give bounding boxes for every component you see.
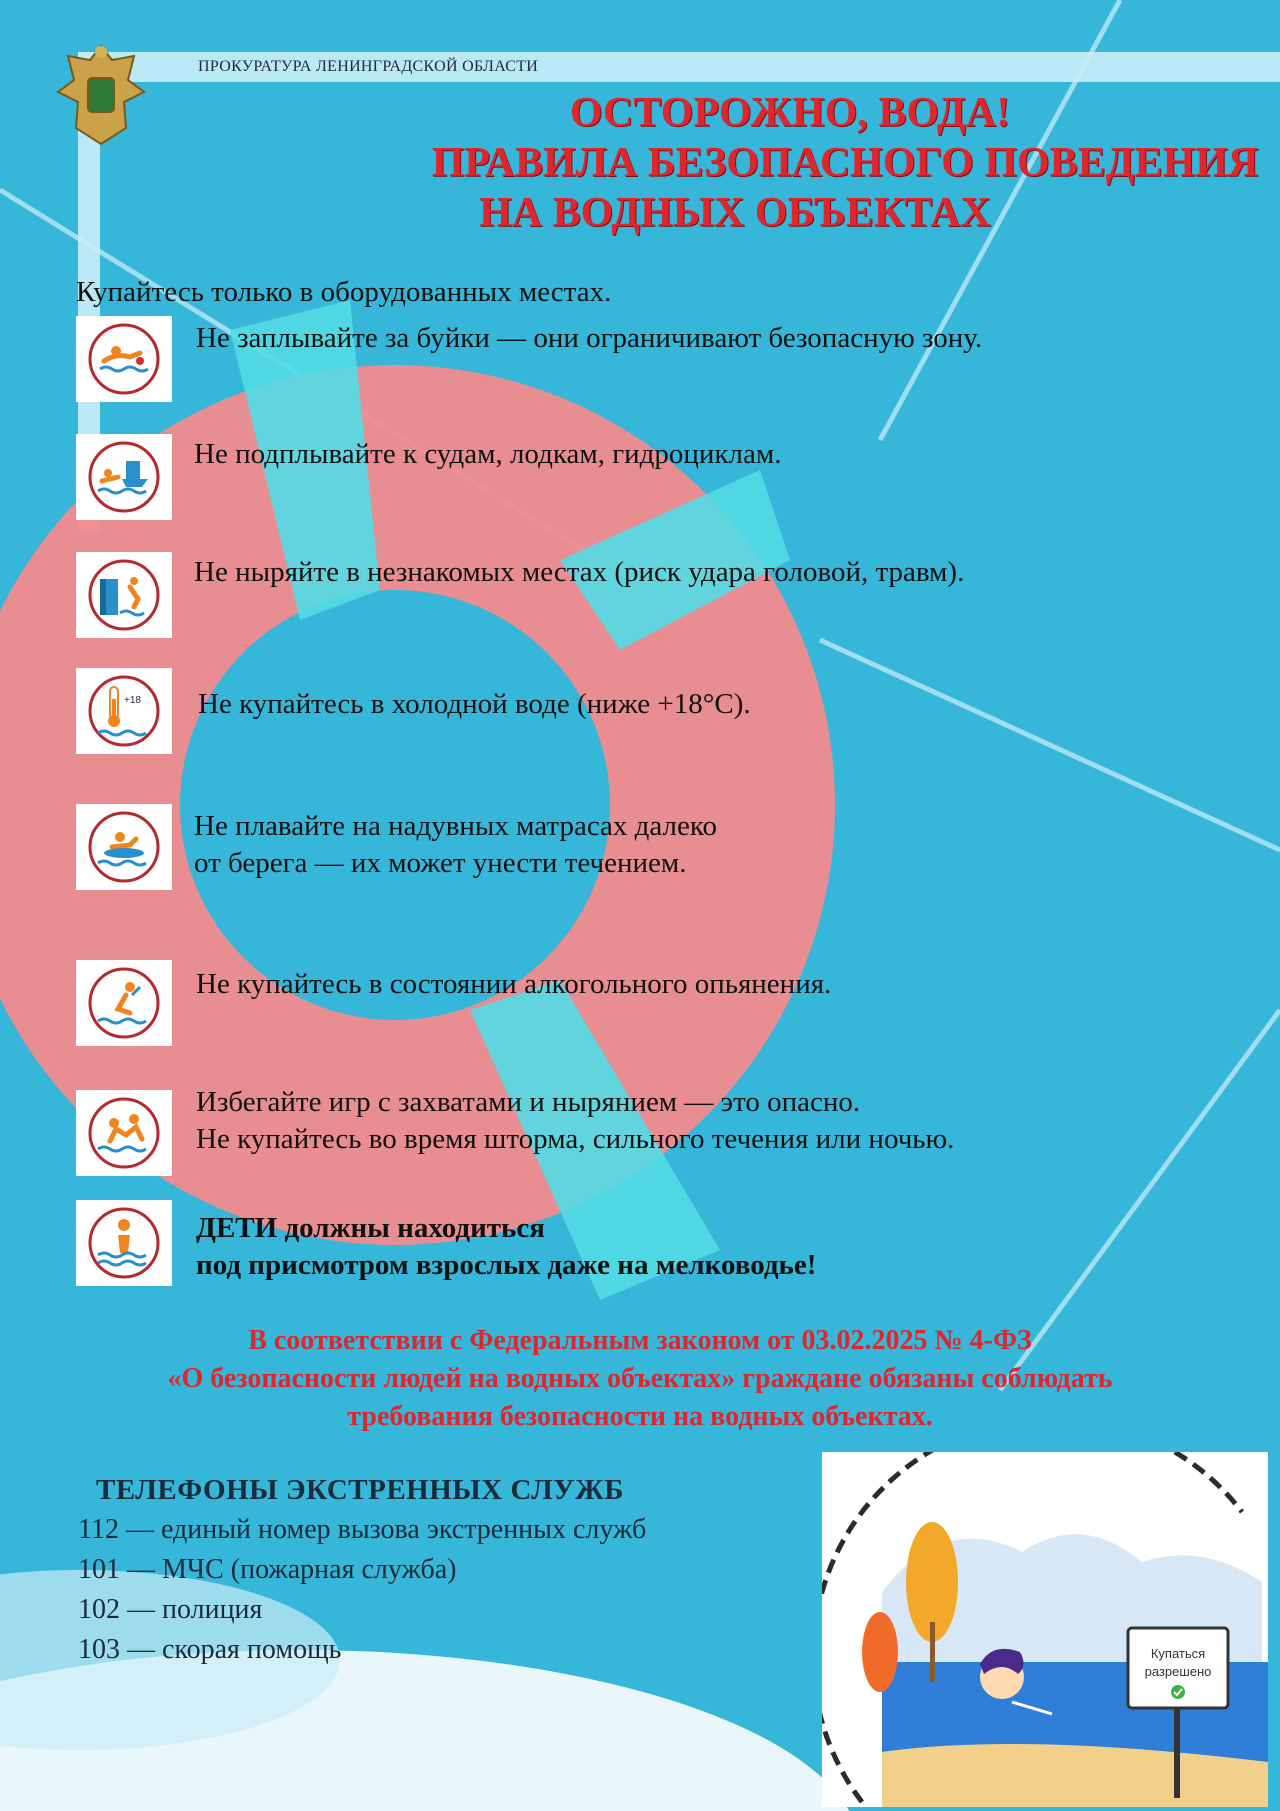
- rule-text: Не купайтесь в состоянии алкогольного опьянения.: [196, 968, 832, 1000]
- rule-text: Избегайте игр с захватами и нырянием — это опасно. Не купайтесь во время шторма, сильного течения или ночью.: [196, 1086, 955, 1155]
- phone-item: 101 — МЧС (пожарная служба): [78, 1554, 457, 1585]
- drinking-swimmer-icon: [76, 960, 172, 1046]
- law-notice: В соответствии с Федеральным законом от 03.02.2025 № 4-ФЗ «О безопасности людей на водных объектах» граждане обязаны соблюдать требования безопасности на водных объектах.: [167, 1325, 1113, 1432]
- prosecutor-emblem-icon: [54, 40, 148, 150]
- page-title: [300, 88, 1280, 238]
- phones-heading: ТЕЛЕФОНЫ ЭКСТРЕННЫХ СЛУЖБ: [96, 1474, 624, 1506]
- title-line: ПРАВИЛА БЕЗОПАСНОГО ПОВЕДЕНИЯ: [431, 140, 1259, 186]
- intro-text: Купайтесь только в оборудованных местах.: [76, 276, 612, 308]
- sign-text: Купаться: [1150, 1646, 1206, 1661]
- thermometer-icon: [76, 668, 172, 754]
- rule-text: Не купайтесь в холодной воде (ниже +18°C).: [198, 688, 751, 720]
- rule-text-children: ДЕТИ должны находиться под присмотром взрослых даже на мелководье!: [196, 1212, 817, 1281]
- rule-text: Не подплывайте к судам, лодкам, гидроциклам.: [194, 438, 782, 470]
- phone-item: 103 — скорая помощь: [78, 1634, 342, 1665]
- rule-text: Не заплывайте за буйки — они ограничивают безопасную зону.: [196, 322, 983, 354]
- sign-text: разрешено: [1144, 1664, 1212, 1679]
- title-line: ОСТОРОЖНО, ВОДА!: [569, 90, 1011, 136]
- organization-name: ПРОКУРАТУРА ЛЕНИНГРАДСКОЙ ОБЛАСТИ: [198, 58, 539, 75]
- title-line: НА ВОДНЫХ ОБЪЕКТАХ: [479, 190, 991, 236]
- inflatable-mattress-icon: [76, 804, 172, 890]
- diving-icon: [76, 552, 172, 638]
- playing-swimmers-icon: [76, 1090, 172, 1176]
- buoy-swimmer-icon: [76, 316, 172, 402]
- phone-item: 112 — единый номер вызова экстренных служб: [78, 1514, 647, 1545]
- ship-swimmer-icon: [76, 434, 172, 520]
- child-in-water-icon: [76, 1200, 172, 1286]
- check-icon: [1171, 1685, 1185, 1699]
- swimming-allowed-illustration: [822, 1452, 1268, 1807]
- thermometer-badge: +18: [124, 695, 141, 706]
- rule-text: Не плавайте на надувных матрасах далеко от берега — их может унести течением.: [194, 810, 718, 879]
- rule-text: Не ныряйте в незнакомых местах (риск удара головой, травм).: [194, 556, 965, 588]
- phone-item: 102 — полиция: [78, 1594, 263, 1625]
